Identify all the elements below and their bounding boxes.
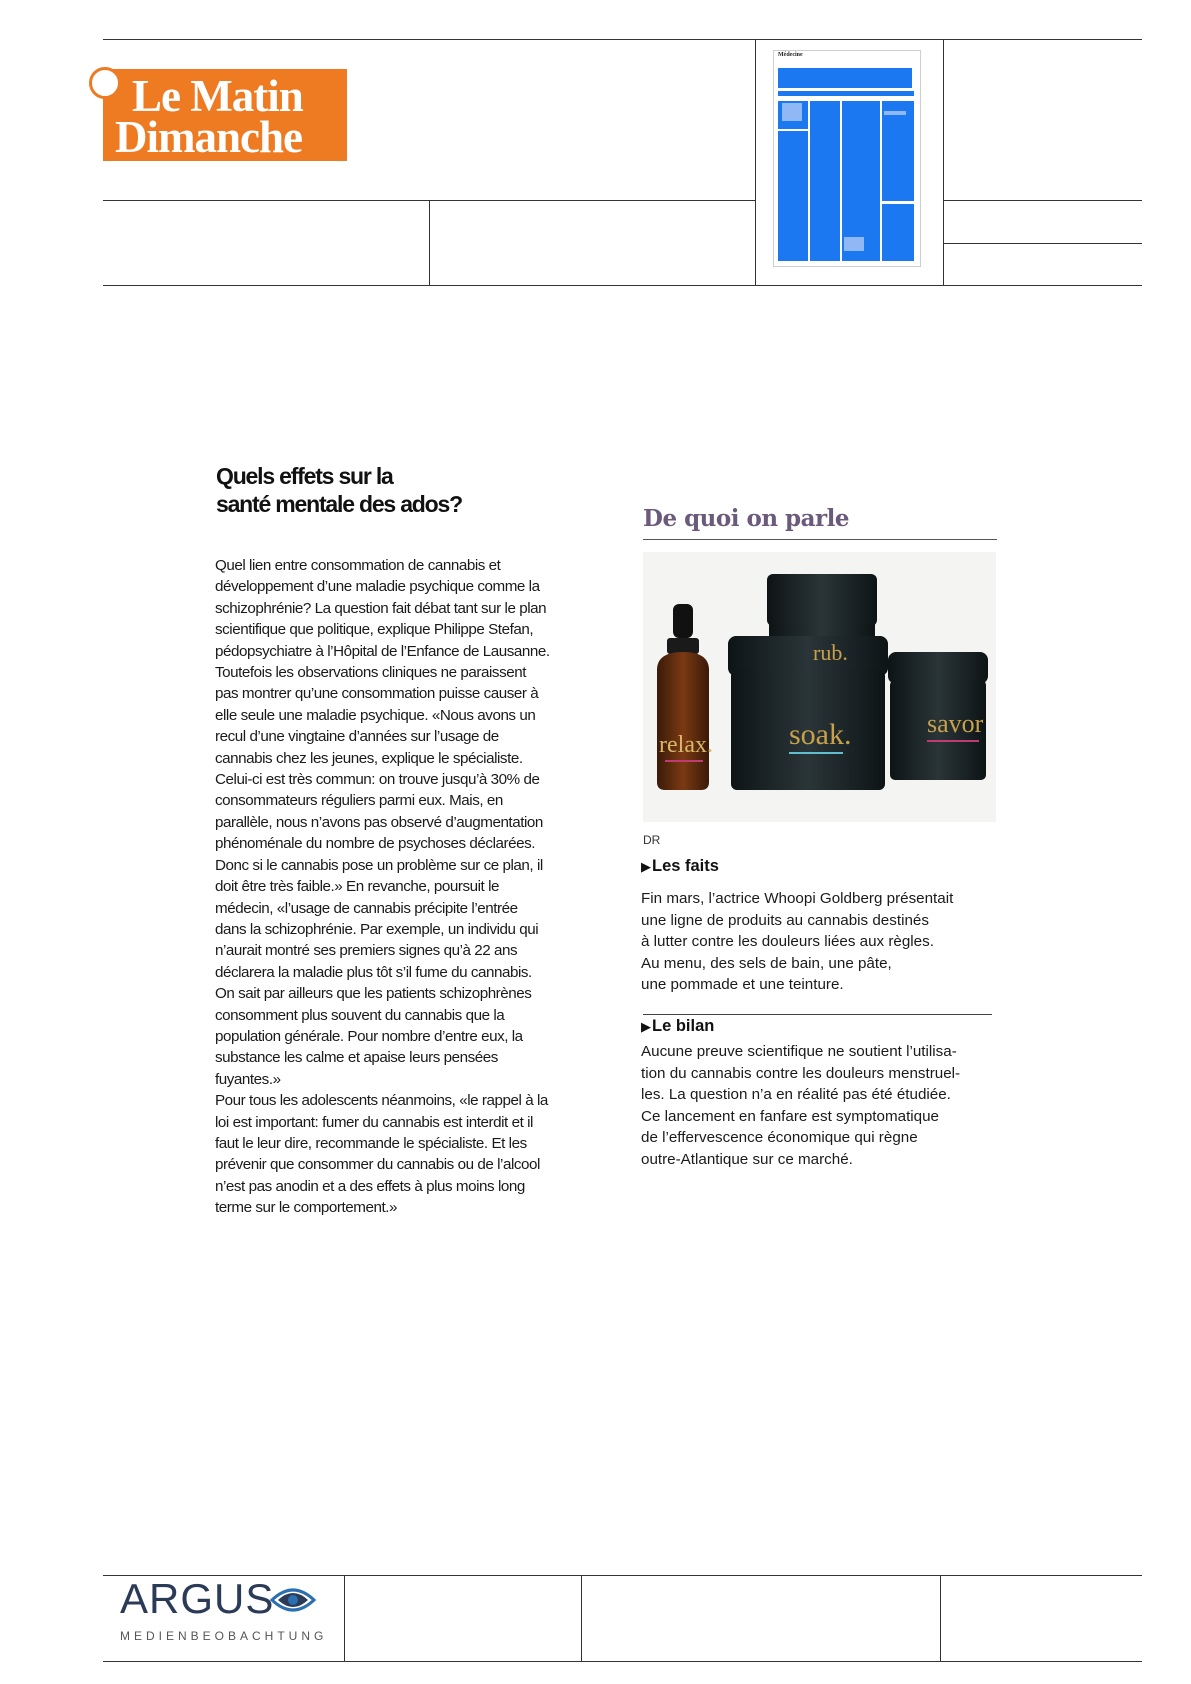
- product-label-soak: soak.: [789, 718, 852, 751]
- bilan-heading: [641, 1017, 714, 1036]
- headline-line-1: Quels effets sur la: [216, 463, 393, 489]
- triangle-icon: ▶: [641, 859, 651, 874]
- product-label-relax: relax.: [659, 732, 713, 758]
- argus-subtitle: MEDIENBEOBACHTUNG: [120, 1629, 328, 1643]
- bilan-line: Aucune preuve scientifique ne soutient l’utilisa-: [641, 1043, 957, 1060]
- product-label-savor: savor: [927, 709, 984, 738]
- header-divider-1: [429, 200, 430, 285]
- bilan-line: Ce lancement en fanfare est symptomatique: [641, 1107, 940, 1125]
- sidebar-mid-rule: [643, 1014, 992, 1015]
- header-top-rule: [103, 39, 1142, 40]
- logo-line-2: Dimanche: [115, 112, 302, 162]
- article-body: [215, 555, 551, 1219]
- triangle-icon: ▶: [641, 1019, 651, 1034]
- product-photo: [643, 552, 996, 822]
- bilan-heading-label: Le bilan: [652, 1017, 715, 1035]
- footer-divider-1: [344, 1575, 345, 1661]
- header-bottom-rule: [103, 285, 1142, 286]
- photo-credit: DR: [643, 833, 661, 847]
- product-label-rub: rub.: [813, 640, 848, 665]
- header-right-sub-rule: [943, 243, 1142, 244]
- facts-line: Au menu, des sels de bain, une pâte,: [641, 954, 892, 972]
- facts-line: à lutter contre les douleurs liées aux règles.: [641, 933, 934, 950]
- bilan-line: tion du cannabis contre les douleurs menstruel-: [641, 1064, 961, 1082]
- footer-bottom-rule: [103, 1661, 1142, 1662]
- sidebar-title-rule: [643, 539, 997, 540]
- argus-logo: ARGUS: [120, 1575, 275, 1622]
- header-divider-2: [755, 39, 756, 285]
- bilan-line: de l’effervescence économique qui règne: [641, 1129, 918, 1146]
- product-photo-svg: [643, 552, 996, 822]
- header-divider-3: [943, 39, 944, 285]
- logo-line-1: Le Matin: [132, 71, 303, 121]
- facts-heading: [641, 857, 719, 876]
- facts-heading-label: Les faits: [652, 857, 719, 875]
- logo-sun-icon: [89, 67, 121, 99]
- headline-line-2: santé mentale des ados?: [216, 491, 462, 517]
- bilan-text: [641, 1041, 1001, 1170]
- article-headline: [216, 462, 536, 518]
- facts-line: une ligne de produits au cannabis destinés: [641, 911, 929, 929]
- header-mid-rule-right: [943, 200, 1142, 201]
- facts-line: Fin mars, l’actrice Whoopi Goldberg présentait: [641, 890, 954, 907]
- sidebar-title: De quoi on parle: [643, 505, 850, 532]
- body-paragraph: Pour tous les adolescents néanmoins, «le rappel à la loi est important: fumer du cannabis est interdit et il faut le leur dire, recommande le spécialiste. Et les prévenir que consommer du cannabis ou de l’alcool n’est pas anodin et a des effets à plus moins long terme sur le comportement.»: [215, 1092, 548, 1217]
- page-thumbnail: [773, 50, 921, 267]
- eye-icon: [270, 1582, 316, 1618]
- footer-divider-2: [581, 1575, 582, 1661]
- bilan-line: les. La question n’a en réalité pas été étudiée.: [641, 1086, 951, 1103]
- facts-text: [641, 888, 1001, 996]
- bilan-line: outre-Atlantique sur ce marché.: [641, 1150, 853, 1168]
- footer-divider-3: [940, 1575, 941, 1661]
- body-paragraph: Quel lien entre consommation de cannabis et développement d’une maladie psychique comme la schizophrénie? La question fait débat tant sur le plan scientifique que politique, explique Philippe Stefan, pédopsychiatre à l’Hôpital de l’Enfance de Lausanne. Toutefois les observations cliniques ne paraissent pas montrer qu’une consommation puisse causer à elle seule une maladie psychique. «Nous avons un recul d’une vingtaine d’années sur l’usage de cannabis chez les jeunes, explique le spécialiste. Celui-ci est très commun: on trouve jusqu’à 30% de consommateurs réguliers parmi eux. Mais, en parallèle, nous n’avons pas observé d’augmentation phénoménale du nombre de psychoses déclarées. Donc si le cannabis pose un problème sur ce plan, il doit être très faible.» En revanche, poursuit le médecin, «l’usage de cannabis précipite l’entrée dans la schizophrénie. Par exemple, un individu qui n’aurait montré ses premiers signes qu’à 22 ans déclarera la maladie plus tôt s’il fume du cannabis. On sait par ailleurs que les patients schizophrènes consomment plus souvent du cannabis que la population générale. Pour nombre d’entre eux, la substance les calme et apaise leurs pensées fuyantes.»: [215, 557, 550, 1088]
- thumbnail-section-label: Médecine: [778, 52, 803, 58]
- facts-line: une pommade et une teinture.: [641, 976, 844, 993]
